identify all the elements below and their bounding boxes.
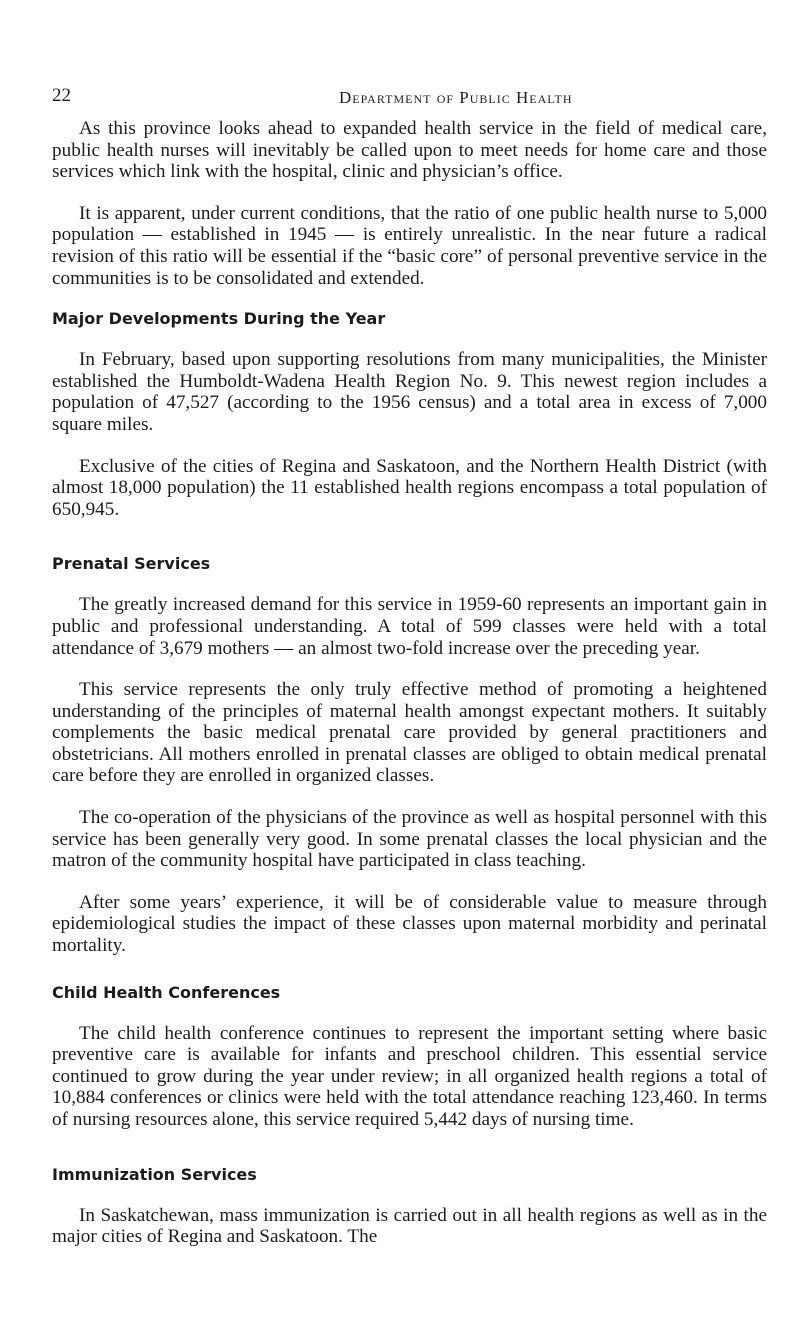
immunization-services-section (52, 1165, 767, 1248)
page-header (52, 84, 767, 118)
page-number: 22 (52, 85, 71, 106)
section-heading-child-health-conferences: Child Health Conferences (52, 982, 281, 1002)
major-developments-section (52, 309, 767, 520)
prenatal-paragraph-4: After some years’ experience, it will be of considerable value to measure through epidemiological studies the impact of these classes upon maternal morbidity and perinatal mortality. (52, 891, 767, 957)
document-page (52, 84, 767, 1248)
child-health-conferences-section (52, 983, 767, 1131)
intro-paragraph-2: It is apparent, under current conditions, that the ratio of one public health nurse to 5,000 population — established in 1945 — is entirely unrealistic. In the near future a radical revision of this ratio will be essential if the “basic core” of personal preventive service in the communities is to be consolidated and extended. (52, 202, 767, 289)
running-head: Department of Public Health (339, 88, 573, 107)
prenatal-paragraph-3: The co-operation of the physicians of the province as well as hospital personnel with this service has been generally very good. In some prenatal classes the local physician and the matron of the community hospital have participated in class teaching. (52, 807, 767, 872)
section-heading-major-developments: Major Developments During the Year (52, 309, 386, 329)
section-heading-prenatal-services: Prenatal Services (52, 554, 211, 574)
intro-section (52, 118, 767, 289)
intro-paragraph-1: As this province looks ahead to expanded health service in the field of medical care, public health nurses will inevitably be called upon to meet needs for home care and those services which link with the hospital, clinic and physician’s office. (52, 118, 767, 183)
prenatal-paragraph-2: This service represents the only truly effective method of promoting a heightened understanding of the principles of maternal health amongst expectant mothers. It suitably complements the basic medical prenatal care provided by general practitioners and obstetricians. All mothers enrolled in prenatal classes are obliged to obtain medical prenatal care before they are enrolled in organized classes. (52, 679, 767, 787)
section-heading-immunization-services: Immunization Services (52, 1164, 257, 1184)
child-health-paragraph-1: The child health conference continues to represent the important setting where basic preventive care is available for infants and preschool children. This essential service continued to grow during the year under review; in all organized health regions a total of 10,884 conferences or clinics were held with the total attendance reaching 123,460. In terms of nursing resources alone, this service required 5,442 days of nursing time. (52, 1022, 767, 1130)
major-developments-paragraph-2: Exclusive of the cities of Regina and Saskatoon, and the Northern Health District (with almost 18,000 population) the 11 established health regions encompass a total population of 650,945. (52, 455, 767, 520)
prenatal-services-section (52, 554, 767, 956)
immunization-paragraph-1: In Saskatchewan, mass immunization is carried out in all health regions as well as in the major cities of Regina and Saskatoon. The (52, 1204, 767, 1248)
major-developments-paragraph-1: In February, based upon supporting resolutions from many municipalities, the Minister established the Humboldt-Wadena Health Region No. 9. This newest region includes a population of 47,527 (according to the 1956 census) and a total area in excess of 7,000 square miles. (52, 349, 767, 435)
prenatal-paragraph-1: The greatly increased demand for this service in 1959-60 represents an important gain in public and professional understanding. A total of 599 classes were held with a total attendance of 3,679 mothers — an almost two-fold increase over the preceding year. (52, 594, 767, 659)
